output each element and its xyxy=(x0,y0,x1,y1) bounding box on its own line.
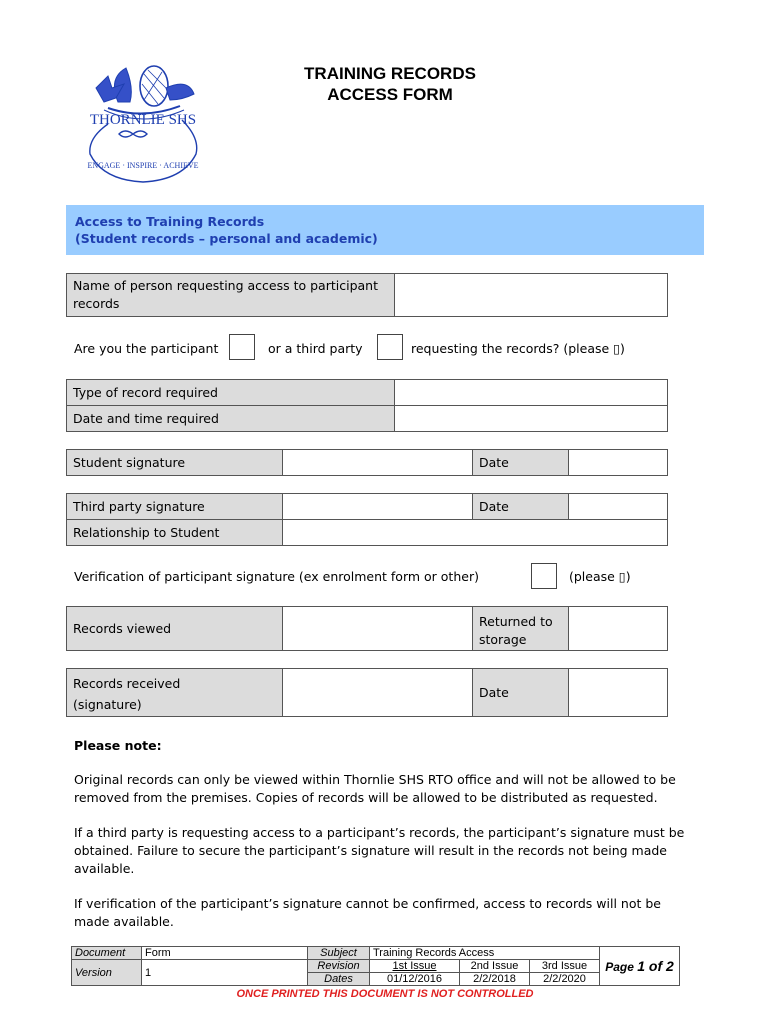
relationship-field[interactable] xyxy=(283,520,668,546)
version-label: Version xyxy=(72,960,142,986)
verification-checkbox[interactable] xyxy=(531,563,557,589)
document-label: Document xyxy=(72,947,142,960)
document-value: Form xyxy=(142,947,308,960)
note-paragraph-2: If a third party is requesting access to a participant’s records, the participant’s signature must be obtained. Failure to secure the participant’s signature will result in the records not being made available. xyxy=(74,825,685,876)
issue-1-label: 1st Issue xyxy=(370,960,460,973)
student-date-field[interactable] xyxy=(569,450,668,476)
logo-school-name: THORNLIE SHS xyxy=(89,112,197,128)
requester-label: Name of person requesting access to participant records xyxy=(67,274,395,317)
third-party-signature-field[interactable] xyxy=(283,494,473,520)
records-viewed-table xyxy=(66,606,668,651)
third-party-date-label: Date xyxy=(473,494,569,520)
third-party-date-field[interactable] xyxy=(569,494,668,520)
not-controlled-notice: ONCE PRINTED THIS DOCUMENT IS NOT CONTROLLED xyxy=(236,988,534,1000)
student-date-label: Date xyxy=(473,450,569,476)
notes-heading: Please note: xyxy=(74,738,162,753)
issue-1-date: 01/12/2016 xyxy=(370,973,460,986)
third-party-checkbox[interactable] xyxy=(377,334,403,360)
participant-checkbox[interactable] xyxy=(229,334,255,360)
record-type-field[interactable] xyxy=(395,380,668,406)
verification-label: Verification of participant signature (ex enrolment form or other) xyxy=(74,569,479,584)
records-received-label xyxy=(67,669,283,717)
requester-name-field[interactable] xyxy=(395,274,668,317)
subject-value: Training Records Access xyxy=(370,947,600,960)
student-signature-field[interactable] xyxy=(283,450,473,476)
page-title xyxy=(250,63,530,105)
returned-to-storage-field[interactable] xyxy=(569,607,668,651)
student-signature-label: Student signature xyxy=(67,450,283,476)
issue-3-label: 3rd Issue xyxy=(530,960,600,973)
section-banner xyxy=(66,205,704,255)
records-received-table xyxy=(66,668,668,717)
records-viewed-label: Records viewed xyxy=(67,607,283,651)
document-control-table xyxy=(71,946,680,986)
third-party-question: or a third party xyxy=(268,341,363,356)
record-type-label: Type of record required xyxy=(67,380,395,406)
school-logo xyxy=(78,58,208,184)
records-received-date-field[interactable] xyxy=(569,669,668,717)
records-received-line2: (signature) xyxy=(73,697,142,712)
records-received-line1: Records received xyxy=(73,676,181,691)
note-paragraph-1: Original records can only be viewed within Thornlie SHS RTO office and will not be allowed to be removed from the premises. Copies of records will be allowed to be distributed as requested. xyxy=(74,772,676,805)
title-line-1: TRAINING RECORDS xyxy=(304,64,476,83)
returned-to-storage-label: Returned to storage xyxy=(473,607,569,651)
records-viewed-field[interactable] xyxy=(283,607,473,651)
revision-label: Revision xyxy=(308,960,370,973)
note-paragraph-3: If verification of the participant’s signature cannot be confirmed, access to records will not be made available. xyxy=(74,896,661,929)
third-party-signature-table xyxy=(66,493,668,546)
student-signature-table xyxy=(66,449,668,476)
requesting-suffix: requesting the records? (please ▯) xyxy=(411,341,625,356)
page-prefix: Page xyxy=(605,959,634,974)
records-received-field[interactable] xyxy=(283,669,473,717)
participant-question: Are you the participant xyxy=(74,341,219,356)
section-subtitle: (Student records – personal and academic) xyxy=(75,231,378,246)
date-time-label: Date and time required xyxy=(67,406,395,432)
subject-label: Subject xyxy=(308,947,370,960)
record-type-table xyxy=(66,379,668,432)
dates-label: Dates xyxy=(308,973,370,986)
records-received-date-label: Date xyxy=(473,669,569,717)
requester-table xyxy=(66,273,668,317)
logo-motto: ENGAGE · INSPIRE · ACHIEVE xyxy=(87,161,199,170)
issue-3-date: 2/2/2020 xyxy=(530,973,600,986)
date-time-field[interactable] xyxy=(395,406,668,432)
relationship-label: Relationship to Student xyxy=(67,520,283,546)
title-line-2: ACCESS FORM xyxy=(327,85,453,104)
section-title: Access to Training Records xyxy=(75,214,265,229)
issue-2-label: 2nd Issue xyxy=(460,960,530,973)
page-indicator xyxy=(600,947,680,986)
version-value: 1 xyxy=(142,960,308,986)
third-party-signature-label: Third party signature xyxy=(67,494,283,520)
page-number: 1 of 2 xyxy=(637,957,674,974)
issue-2-date: 2/2/2018 xyxy=(460,973,530,986)
verification-please-tick: (please ▯) xyxy=(569,569,631,584)
